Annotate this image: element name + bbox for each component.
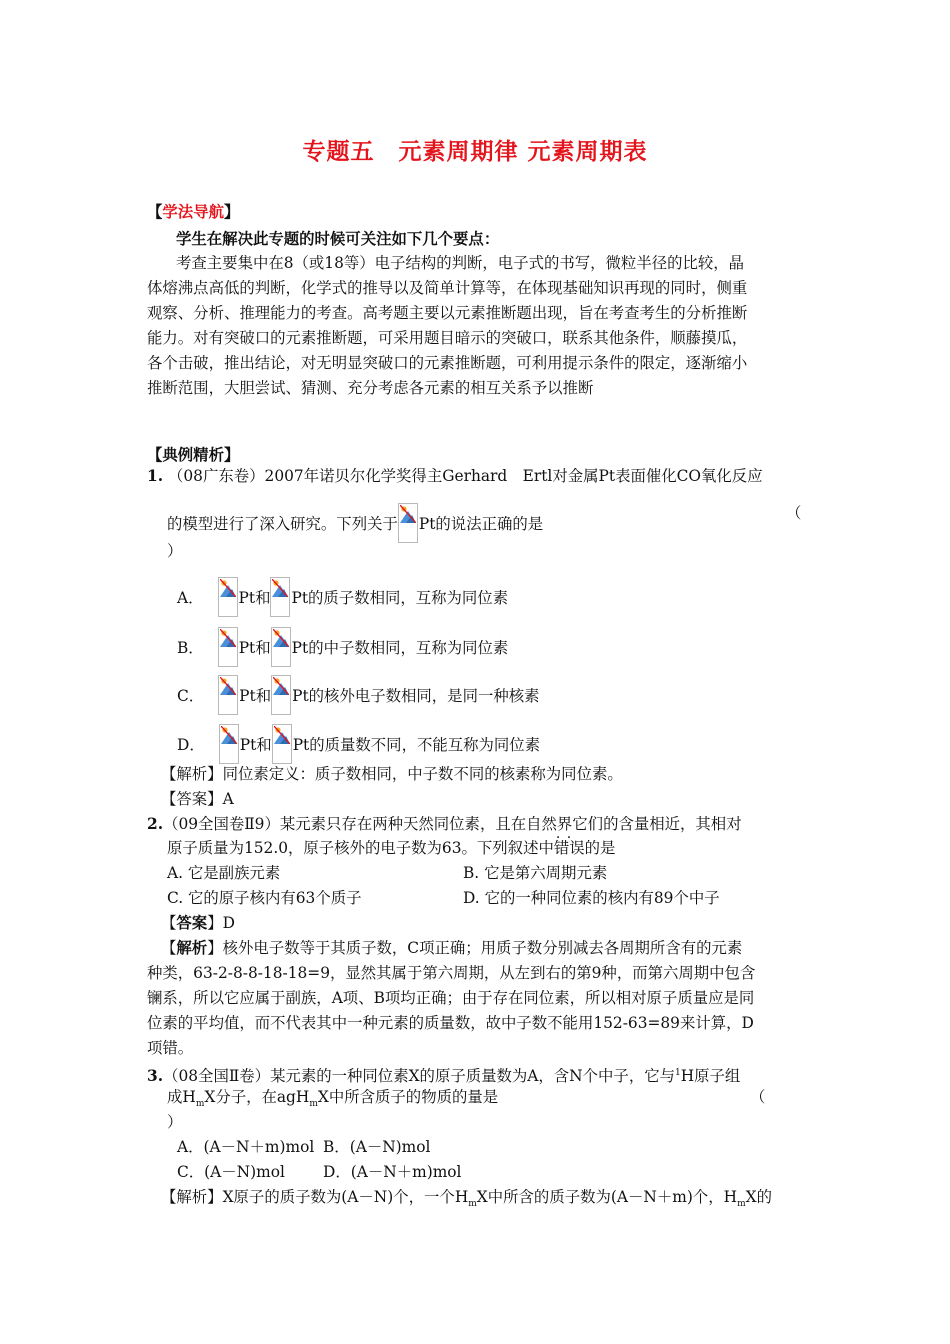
q2-analysis-line: 项错。	[147, 1039, 194, 1057]
option-text: Pt的核外电子数相同，是同一种核素	[292, 687, 540, 705]
option-c: C．(A－N)mol	[177, 1163, 285, 1181]
paragraph-line: 考查主要集中在8（或18等）电子结构的判断，电子式的书写，微粒半径的比较，晶	[176, 254, 745, 272]
option-text: Pt的中子数相同，互称为同位素	[291, 639, 509, 657]
analysis-label: 解析	[176, 939, 208, 957]
question-text: （08全国Ⅱ卷）某元素的一种同位素X的原子质量数为A，含N个中子，它与	[163, 1067, 675, 1086]
q2-analysis-line	[161, 938, 742, 958]
element-symbol: Pt	[239, 736, 257, 754]
question-text: 原子质量为152.0，原子核外的电子数为63。下列叙述中	[167, 839, 554, 857]
option-text: Pt的质子数相同，互称为同位素	[291, 589, 509, 607]
subscript: m	[737, 1199, 746, 1210]
conjunction: 和	[256, 736, 272, 754]
paren-close: ）	[167, 1113, 183, 1131]
analysis-text: 核外电子数等于其质子数，C项正确；用质子数分别减去各周期所含有的元素	[222, 939, 743, 957]
broken-image-icon	[270, 577, 290, 617]
option-label: D．	[177, 736, 205, 754]
option-a: A．(A－N＋m)mol	[177, 1138, 315, 1156]
paragraph-line: 体熔沸点高低的判断，化学式的推导以及简单计算等，在体现基础知识再现的同时，侧重	[147, 279, 748, 297]
q2-analysis-line: 镧系，所以它应属于副族，A项、B项均正确；由于存在同位素，所以相对原子质量应是同	[147, 989, 755, 1007]
broken-image-icon	[219, 724, 239, 764]
option-a	[177, 577, 508, 617]
analysis-text: 同位素定义：质子数相同，中子数不同的核素称为同位素。	[222, 765, 623, 783]
question-text: X中所含质子的物质的量是	[317, 1088, 499, 1106]
question-text: 成H	[167, 1088, 196, 1106]
element-symbol: Pt	[239, 687, 256, 705]
paragraph-line: 推断范围，大胆尝试、猜测、充分考虑各元素的相互关系予以推断	[147, 379, 594, 397]
section-header-study-guide	[147, 202, 239, 222]
question-text: 的是	[584, 839, 616, 857]
option-text: Pt的质量数不同，不能互称为同位素	[292, 736, 541, 754]
analysis-text: X原子的质子数为(A－N)个，一个H	[222, 1188, 469, 1206]
option-label: C．	[177, 687, 205, 705]
q3-analysis-line	[161, 1187, 772, 1214]
question-3-line-2	[167, 1087, 498, 1114]
bracket-open: 【	[161, 914, 177, 932]
question-number: 1.	[147, 467, 164, 485]
bracket-open: 【	[161, 939, 177, 957]
analysis-text: X的	[745, 1188, 772, 1206]
broken-image-icon	[218, 627, 238, 667]
q2-analysis-line: 种类，63-2-8-8-18-18=9，显然其属于第六周期，从左到右的第9种，而第六周期中包含	[147, 964, 756, 982]
question-text: H原子组	[680, 1067, 741, 1086]
option-b: B. 它是第六周期元素	[463, 864, 608, 882]
option-b	[177, 627, 508, 667]
q1-analysis	[161, 764, 623, 784]
question-2-line-2	[167, 838, 615, 858]
question-1-line-2	[167, 503, 543, 543]
answer-text: D	[222, 914, 235, 932]
broken-image-icon	[271, 627, 291, 667]
q1-answer	[161, 789, 234, 809]
paragraph-line: 能力。对有突破口的元素推断题，可采用题目暗示的突破口，联系其他条件，顺藤摸瓜，	[147, 329, 748, 347]
section-label: 学法导航	[162, 203, 224, 221]
section-subtitle: 学生在解决此专题的时候可关注如下几个要点：	[176, 230, 500, 248]
subscript: m	[195, 1099, 205, 1110]
broken-image-icon	[271, 675, 291, 715]
paren-open: （	[786, 504, 802, 522]
analysis-label: 【解析】	[161, 1188, 223, 1206]
question-3-line-1	[147, 1063, 740, 1086]
question-text: Pt的说法正确的是	[418, 515, 544, 533]
conjunction: 和	[255, 687, 272, 705]
question-text: （09全国卷Ⅱ9）某元素只存在两种天然同位素，且在自然界它们的含量相近，其相对	[163, 815, 742, 833]
bracket-open: 【	[147, 203, 163, 221]
page-title: 专题五 元素周期律 元素周期表	[302, 138, 648, 165]
paren-open: （	[750, 1088, 766, 1106]
q2-analysis-line: 位素的平均值，而不代表其中一种元素的质量数，故中子数不能用152-63=89来计算，D	[147, 1014, 754, 1032]
superscript: 1	[675, 1068, 681, 1078]
broken-image-icon	[218, 577, 238, 617]
paragraph-line: 观察、分析、推理能力的考查。高考题主要以元素推断题出现，旨在考查考生的分析推断	[147, 304, 748, 322]
paragraph-line: 各个击破，推出结论，对无明显突破口的元素推断题，可利用提示条件的限定，逐渐缩小	[147, 354, 748, 372]
option-d	[177, 724, 540, 764]
element-symbol: Pt	[238, 639, 256, 657]
q2-answer	[161, 913, 235, 933]
question-2-line-1	[147, 814, 742, 834]
conjunction: 和	[255, 589, 271, 607]
element-symbol: Pt	[238, 589, 256, 607]
paren-close: ）	[167, 542, 183, 560]
emphasized-text: · · 错误	[554, 839, 585, 857]
question-number: 3.	[147, 1067, 164, 1086]
answer-text: A	[222, 790, 234, 808]
option-a: A. 它是副族元素	[167, 864, 281, 882]
question-text: 的模型进行了深入研究。下列关于	[167, 515, 398, 533]
question-text: X分子，在agH	[204, 1088, 310, 1106]
question-number: 2.	[147, 815, 164, 833]
subscript: m	[468, 1199, 477, 1210]
answer-label: 答案	[176, 914, 208, 932]
conjunction: 和	[255, 639, 271, 657]
option-label: A．	[177, 589, 204, 607]
option-c	[177, 675, 540, 715]
option-d: D. 它的一种同位素的核内有89个中子	[463, 889, 720, 907]
option-label: B．	[177, 639, 204, 657]
answer-label: 【答案】	[161, 790, 223, 808]
bracket-close: 】	[223, 203, 240, 221]
analysis-text: X中所含的质子数为(A－N＋m)个，H	[476, 1188, 738, 1206]
option-b: B．(A－N)mol	[323, 1138, 431, 1156]
analysis-label: 【解析】	[161, 765, 223, 783]
option-d: D．(A－N＋m)mol	[323, 1163, 462, 1181]
broken-image-icon	[218, 675, 238, 715]
subscript: m	[309, 1099, 318, 1110]
section-header-examples: 【典例精析】	[147, 446, 240, 464]
bracket-close: 】	[207, 914, 223, 932]
question-text: （08广东卷）2007年诺贝尔化学奖得主Gerhard Ertl对金属Pt表面催化CO氧化反应	[167, 467, 763, 485]
option-c: C. 它的原子核内有63个质子	[167, 889, 362, 907]
bracket-close: 】	[207, 939, 223, 957]
question-1-line-1	[147, 466, 763, 486]
broken-image-icon	[398, 503, 418, 543]
broken-image-icon	[272, 724, 292, 764]
